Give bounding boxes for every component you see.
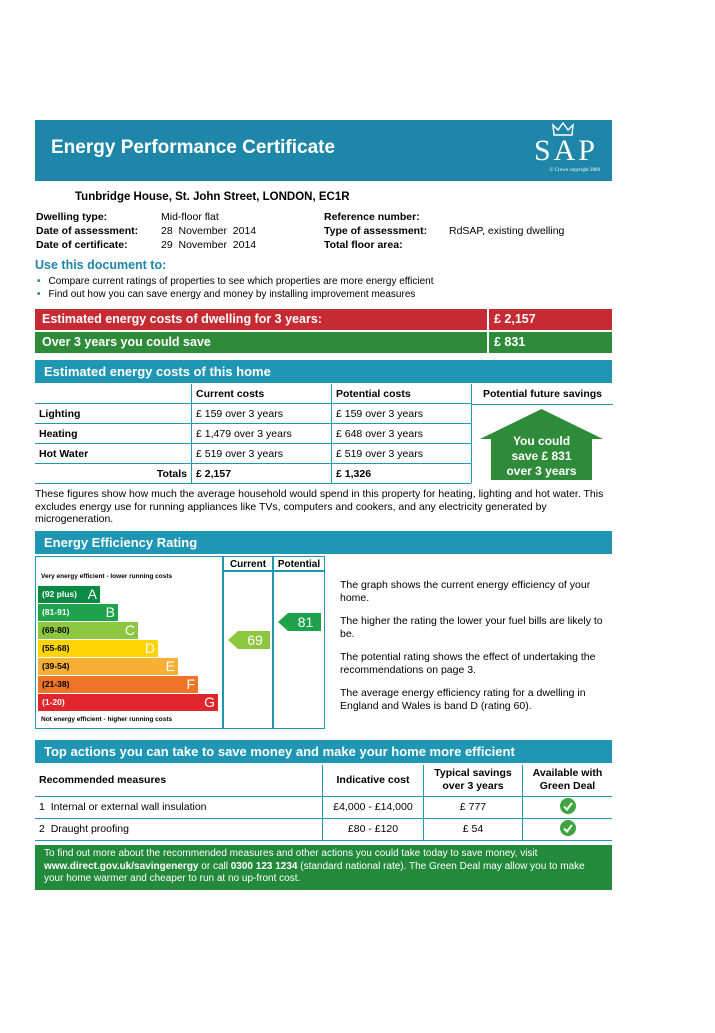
actions-section-header: Top actions you can take to save money and make your home more efficient [35, 740, 612, 763]
col-potential-costs: Potential costs [332, 384, 472, 404]
band-g: (1-20) G [38, 694, 218, 711]
savingenergy-link[interactable]: www.direct.gov.uk/savingenergy [44, 860, 199, 872]
savings-house-text: You could save £ 831 over 3 years [506, 434, 577, 478]
green-deal-check-icon [559, 819, 577, 837]
dwelling-type-value: Mid-floor flat [161, 211, 219, 223]
efficiency-section-header: Energy Efficiency Rating [35, 531, 612, 554]
band-a: (92 plus) A [38, 586, 100, 603]
date-assessment-value: 28 November 2014 [161, 225, 257, 237]
current-rating-value: 69 [247, 632, 263, 648]
costs-table [35, 384, 471, 484]
costs-section-header: Estimated energy costs of this home [35, 360, 612, 383]
use-document-title: Use this document to: [35, 258, 167, 272]
divider [272, 557, 274, 728]
costs-note: These figures show how much the average household would spend in this property for heating, lighting and hot water. This excludes energy use for running appliances like TVs, computers and cookers, and any electricity generated by microgeneration. [35, 488, 604, 525]
divider [274, 570, 324, 572]
phone-number: 0300 123 1234 [230, 860, 298, 872]
date-assessment-label: Date of assessment: [36, 225, 139, 237]
property-address: Tunbridge House, St. John Street, LONDON, EC1R [75, 191, 350, 203]
actions-table [35, 765, 612, 841]
estimated-costs-bar: Estimated energy costs of dwelling for 3 years: £ 2,157 [35, 309, 612, 330]
band-d: (55-68) D [38, 640, 158, 657]
totals-row: Totals £ 2,157 £ 1,326 [35, 464, 471, 484]
col-recommended-measures: Recommended measures [39, 774, 167, 787]
table-row: 1 Internal or external wall insulation £4,000 - £14,000 £ 777 [35, 796, 612, 818]
table-row: Heating £ 1,479 over 3 years £ 648 over 3 years [35, 424, 471, 444]
use-bullet: • Find out how you can save energy and money by installing improvement measures [37, 289, 416, 300]
actions-table-header [35, 765, 612, 796]
band-c: (69-80) C [38, 622, 138, 639]
costs-table-header [35, 384, 471, 404]
band-b: (81-91) B [38, 604, 118, 621]
col-typical-savings: Typical savings over 3 years [424, 765, 523, 796]
date-certificate-label: Date of certificate: [36, 239, 128, 251]
col-future-savings: Potential future savings [471, 384, 613, 405]
reference-label: Reference number: [324, 211, 420, 223]
table-row: Hot Water £ 519 over 3 years £ 519 over 3 years [35, 444, 471, 464]
sap-copyright: © Crown copyright 2009 [549, 168, 600, 173]
potential-rating-value: 81 [297, 614, 314, 630]
rating-chart [35, 556, 325, 729]
table-row: Lighting £ 159 over 3 years £ 159 over 3 years [35, 404, 471, 424]
col-current: Current [229, 559, 267, 570]
col-current-costs: Current costs [192, 384, 332, 404]
efficient-label: Very energy efficient - lower running costs [41, 573, 173, 580]
sap-logo: SAP [533, 134, 598, 167]
could-save-bar: Over 3 years you could save £ 831 [35, 332, 612, 353]
col-green-deal: Available with Green Deal [523, 765, 613, 796]
page-title: Energy Performance Certificate [51, 137, 336, 158]
use-bullet: • Compare current ratings of properties to see which properties are more energy efficient [37, 276, 434, 287]
green-deal-check-icon [559, 797, 577, 815]
certificate-header [35, 120, 612, 181]
type-assessment-label: Type of assessment: [324, 225, 428, 237]
col-indicative-cost: Indicative cost [323, 765, 424, 796]
divider [471, 404, 472, 483]
col-potential: Potential [277, 559, 321, 570]
band-e: (39-54) E [38, 658, 178, 675]
dwelling-type-label: Dwelling type: [36, 211, 108, 223]
divider [222, 557, 224, 728]
inefficient-label: Not energy efficient - higher running costs [41, 716, 173, 723]
type-assessment-value: RdSAP, existing dwelling [449, 225, 565, 237]
table-row: 2 Draught proofing £80 - £120 £ 54 [35, 818, 612, 840]
date-certificate-value: 29 November 2014 [161, 239, 257, 251]
band-f: (21-38) F [38, 676, 198, 693]
rating-explanation: The graph shows the current energy efficiency of your home. The higher the rating the lower your fuel bills are likely to be. The potential rating shows the effect of undertaking the recommendations on page 3. The average energy efficiency rating for a dwelling in England and Wales is band D (rating 60). [340, 579, 603, 712]
divider [224, 570, 272, 572]
floor-area-label: Total floor area: [324, 239, 403, 251]
green-deal-info-box: To find out more about the recommended measures and other actions you could take today to save money, visit www.direct.gov.uk/savingenergy or call 0300 123 1234 (standard national rate). The Green Deal may allow you to make your home warmer and cheaper to run at no up-front cost. [35, 845, 612, 890]
